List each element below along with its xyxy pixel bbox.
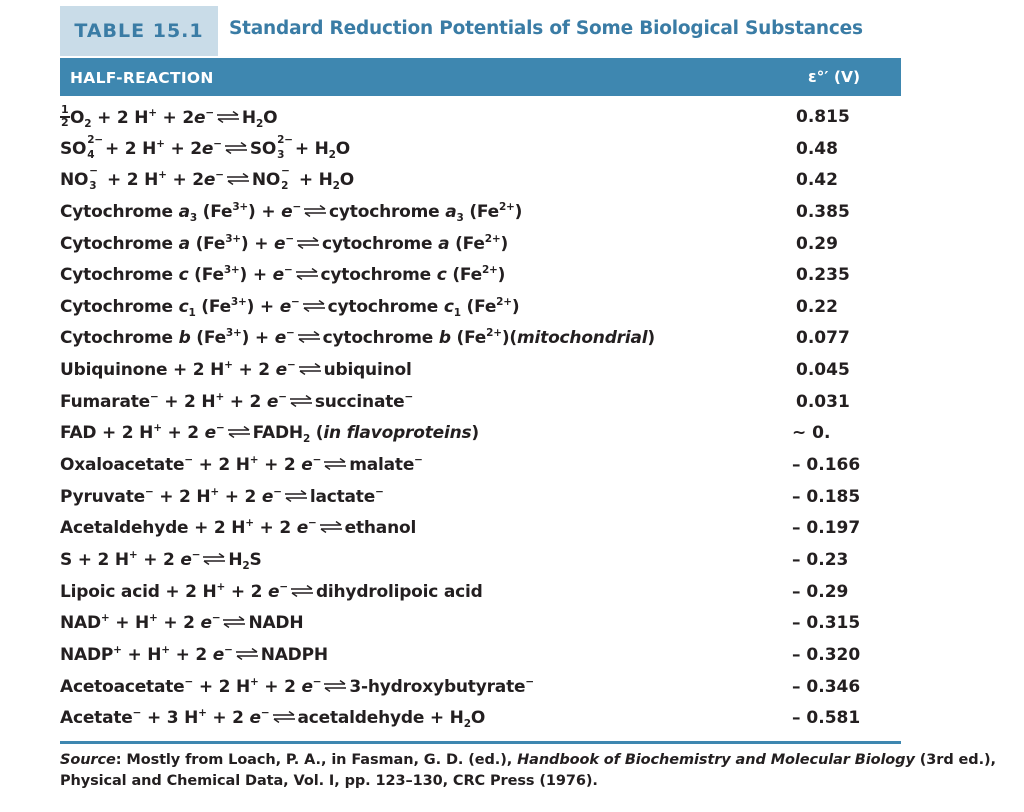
table-row [60, 388, 901, 420]
reduction-potential: 0.48 [796, 138, 838, 159]
half-reaction: S + 2 H+ + 2 e− $H_2S$ [60, 548, 262, 572]
half-reaction: Cytochrome b $(Fe^{3+}) + e^-$ cytochrome b $(Fe^{2+})(mitochondrial)$ [60, 327, 655, 349]
equilibrium-arrow-icon [302, 300, 326, 312]
equilibrium-arrow-icon [295, 268, 319, 280]
table-title-bar [60, 6, 900, 56]
equilibrium-arrow-icon [216, 111, 240, 123]
equilibrium-arrow-icon [222, 616, 246, 628]
half-reaction: NADP+ + H+ + 2 e− NADPH [60, 643, 328, 665]
half-reaction: Acetoacetate− + 2 H+ + 2 e− 3-hydroxybutyrate− [60, 675, 534, 697]
half-reaction: $\frac{1}{2}$ $O_2 + 2$ H+ + 2e− $H_2O$ [61, 103, 278, 130]
table-row [60, 293, 901, 325]
reduction-potential: 0.22 [796, 296, 838, 317]
table-row [60, 578, 901, 610]
half-reaction: Cytochrome $a_3$ $(Fe^{3+}) + e^-$ cytochrome $a_3$ $(Fe^{2+})$ [60, 200, 523, 224]
reduction-potential: – 0.29 [792, 581, 849, 602]
source-note [60, 750, 996, 792]
half-reaction: Cytochrome c $(Fe^{3+}) + e^-$ cytochrome c $(Fe^{2+})$ [60, 264, 506, 286]
equilibrium-arrow-icon [323, 458, 347, 470]
reduction-potential: 0.29 [796, 233, 838, 254]
source-text-2: Physical and Chemical Data, Vol. I, pp. 123–130, CRC Press (1976). [60, 773, 598, 789]
table-row [60, 609, 901, 641]
table-caption: Standard Reduction Potentials of Some Biological Substances [229, 18, 863, 39]
table-row [60, 324, 901, 356]
reduction-potential: 0.077 [796, 328, 850, 349]
equilibrium-arrow-icon [272, 711, 296, 723]
reduction-potential: – 0.197 [792, 518, 861, 539]
table-number: TABLE 15.1 [60, 6, 218, 56]
equilibrium-arrow-icon [227, 426, 251, 438]
half-reaction: NO − 3 + 2 H+ + 2e− NO − 2 + $H_2O$ [60, 165, 354, 193]
table-row [60, 483, 901, 515]
equilibrium-arrow-icon [235, 648, 259, 660]
table-row [60, 451, 901, 483]
half-reaction: Oxaloacetate− + 2 H+ + 2 e− malate− [60, 454, 423, 476]
fraction-one-half: $\frac{1}{2}$ [61, 103, 69, 129]
reduction-potential: – 0.166 [792, 455, 861, 476]
equilibrium-arrow-icon [298, 363, 322, 375]
equilibrium-arrow-icon [202, 553, 226, 565]
table-row [60, 135, 901, 167]
half-reaction: FAD + 2 H+ + 2 e− $FADH_2$ (in flavoproteins) [60, 422, 479, 446]
half-reaction: Lipoic acid + 2 H+ + 2 e− dihydrolipoic acid [60, 580, 483, 602]
equilibrium-arrow-icon [296, 237, 320, 249]
header-potential: ε°′ (V) [808, 68, 861, 86]
half-reaction: Acetaldehyde + 2 H+ + 2 e− ethanol [60, 517, 417, 539]
half-reaction: Pyruvate− + 2 H+ + 2 e− lactate− [60, 485, 384, 507]
source-text-1: Mostly from Loach, P. A., in Fasman, G. D. (ed.), Handbook of Biochemistry and Molecular Biology (3rd ed.), [126, 752, 996, 768]
source-line-1: Source: Mostly from Loach, P. A., in Fasman, G. D. (ed.), Handbook of Biochemistry and Molecular Biology (3rd ed.), [60, 752, 996, 768]
table-row [60, 261, 901, 293]
source-label: Source [60, 752, 116, 768]
equilibrium-arrow-icon [224, 142, 248, 154]
bottom-rule [60, 741, 901, 744]
equilibrium-arrow-icon [226, 173, 250, 185]
half-reaction: Ubiquinone + 2 H+ + 2 e− ubiquinol [60, 359, 412, 381]
table-row [60, 356, 901, 388]
reduction-potential: – 0.315 [792, 613, 861, 634]
table-row [60, 198, 901, 230]
table-row [60, 673, 901, 705]
reduction-potential: 0.385 [796, 201, 850, 222]
equilibrium-arrow-icon [323, 680, 347, 692]
reduction-potential: – 0.320 [792, 644, 861, 665]
table-row [60, 704, 901, 736]
equilibrium-arrow-icon [290, 585, 314, 597]
table-body [60, 103, 901, 736]
reduction-potential: – 0.346 [792, 676, 861, 697]
reduction-potential: ~ 0. [792, 423, 831, 444]
reduction-potential: 0.235 [796, 265, 850, 286]
equilibrium-arrow-icon [289, 395, 313, 407]
reduction-potential: 0.031 [796, 391, 850, 412]
equilibrium-arrow-icon [284, 490, 308, 502]
reduction-potential: 0.815 [796, 107, 850, 127]
equilibrium-arrow-icon [319, 521, 343, 533]
half-reaction: SO 2− 4 + 2 H+ + 2e− SO 2− 3 + $H_2O$ [60, 133, 351, 161]
half-reaction: Cytochrome $c_1$ $(Fe^{3+}) + e^-$ cytochrome $c_1$ $(Fe^{2+})$ [60, 295, 520, 319]
reduction-potential: – 0.23 [792, 549, 849, 570]
reduction-potential: – 0.581 [792, 708, 861, 729]
table-row [60, 641, 901, 673]
half-reaction: Fumarate− + 2 H+ + 2 e− succinate− [60, 390, 414, 412]
half-reaction: Cytochrome a $(Fe^{3+}) + e^-$ cytochrome a $(Fe^{2+})$ [60, 232, 509, 254]
table-row [60, 514, 901, 546]
equilibrium-arrow-icon [303, 205, 327, 217]
reduction-potential: 0.42 [796, 170, 838, 191]
equilibrium-arrow-icon [297, 331, 321, 343]
header-half-reaction: HALF-REACTION [70, 69, 214, 87]
reduction-potential: 0.045 [796, 360, 850, 381]
half-reaction: Acetate− + 3 H+ + 2 e− acetaldehyde + $H_2O$ [60, 707, 486, 731]
table-row [60, 230, 901, 262]
table-row [60, 546, 901, 578]
reduction-potential: – 0.185 [792, 486, 861, 507]
table-row [60, 103, 901, 135]
half-reaction: NAD+ + H+ + 2 e− NADH [60, 612, 304, 634]
table-header [60, 58, 901, 96]
table-row [60, 419, 901, 451]
table-row [60, 166, 901, 198]
